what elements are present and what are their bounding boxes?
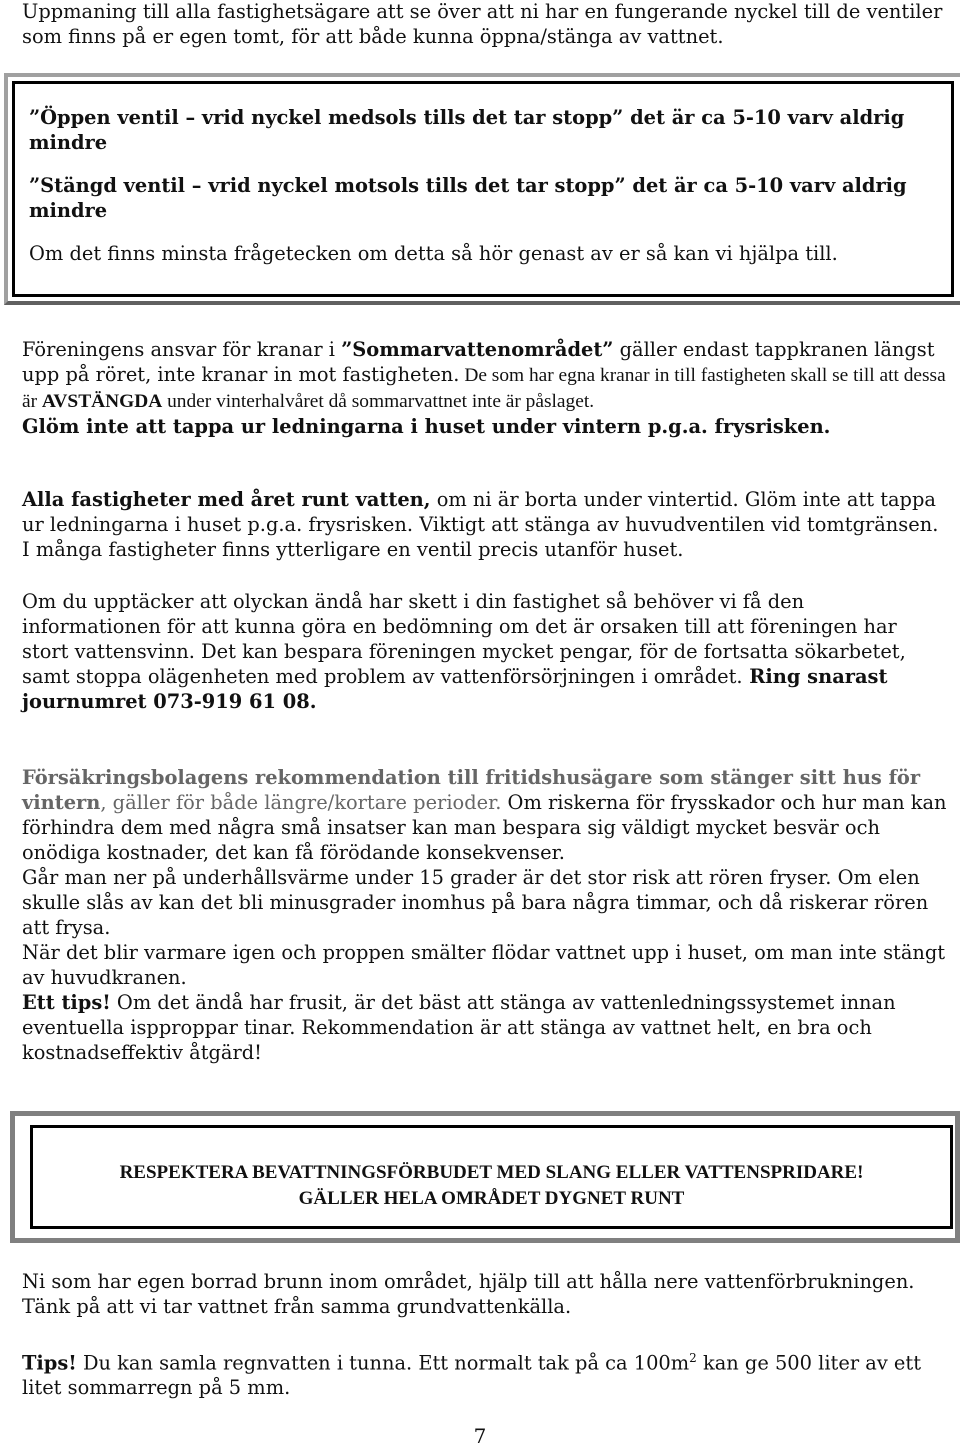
- insurance-paragraph-2: Går man ner på underhållsvärme under 15 grader är det stor risk att rören fryser. Om elen skulle slås av kan det bli minusgrader inomhus på bara några timmar, och då riskerar rören att frysa.: [22, 866, 929, 939]
- intro-paragraph: Uppmaning till alla fastighetsägare att se över att ni har en fungerande nyckel till de ventiler som finns på er egen tomt, för att både kunna öppna/stänga av vattnet.: [22, 0, 943, 48]
- open-valve-text: ”Öppen ventil – vrid nyckel medsols tills det tar stopp” det är ca 5-10 varv aldrig mindre: [29, 106, 905, 154]
- insurance-paragraph-3: När det blir varmare igen och proppen smälter flödar vattnet upp i huset, om man inte stängt av huvudkranen.: [22, 941, 946, 989]
- summer-warning: [22, 414, 947, 439]
- summer-water-paragraph: [22, 337, 947, 414]
- closed-valve-text: ”Stängd ventil – vrid nyckel motsols tills det tar stopp” det är ca 5-10 varv aldrig mindre: [29, 174, 907, 222]
- closed-valve-instruction: [29, 173, 937, 223]
- summer-warning-text: Glöm inte att tappa ur ledningarna i huset under vintern p.g.a. frysrisken.: [22, 415, 831, 438]
- accident-text: Om du upptäcker att olyckan ändå har skett i din fastighet så behöver vi få den informationen för att kunna göra en bedömning om det är orsaken till att föreningen har stort vattensvinn. Det kan bespara föreningen mycket pengar, för de fortsatta sökarbetet, samt stoppa olägenheten med problem av vattenförsörjningen i området.: [22, 590, 906, 688]
- page-number: 7: [473, 1424, 487, 1448]
- summer-text-1: Föreningens ansvar för kranar i: [22, 338, 342, 361]
- summer-area-name: ”Sommarvattenområdet”: [341, 338, 614, 361]
- intro-text: [22, 0, 947, 49]
- insurance-period-note: , gäller för både längre/kortare perioder.: [100, 791, 502, 814]
- irrigation-ban-frame: [10, 1111, 960, 1243]
- on-call-number: Ring snarast journumret 073-919 61 08.: [22, 665, 888, 713]
- insurance-heading: Försäkringsbolagens rekommendation till fritidshusägare som stänger sitt hus för vintern: [22, 766, 921, 814]
- well-paragraph: Ni som har egen borrad brunn inom området, hjälp till att hålla nere vattenförbrukningen. Tänk på att vi tar vattnet från samma grundvattenkälla.: [22, 1270, 915, 1318]
- yearround-section: [22, 487, 947, 562]
- rainwater-tip-paragraph: [22, 1346, 947, 1400]
- rainwater-tip-section: [22, 1346, 947, 1400]
- well-section: [22, 1269, 947, 1319]
- summer-closed-word: AVSTÄNGDA: [41, 391, 163, 412]
- insurance-paragraph-4: [22, 990, 947, 1065]
- tips-label: Tips!: [22, 1351, 77, 1375]
- insurance-section: [22, 765, 947, 1065]
- tips-text-1: Du kan samla regnvatten i tunna. Ett normalt tak på ca 100m: [76, 1351, 690, 1375]
- insurance-text-4: Om det ändå har frusit, är det bäst att stänga av vattenledningssystemet innan eventuella ispproppar tinar. Rekommendation är att stänga av vattnet helt, en bra och kostnadseffektiv åtgärd!: [22, 991, 896, 1064]
- summer-text-2: gäller endast tappkranen längst upp på röret, inte kranar in mot fastigheten.: [22, 338, 935, 386]
- accident-section: [22, 589, 947, 714]
- irrigation-ban-text-2: GÄLLER HELA OMRÅDET DYGNET RUNT: [298, 1188, 685, 1209]
- tips-text-2: kan ge 500 liter av ett litet sommarregn på 5 mm.: [22, 1351, 921, 1400]
- irrigation-ban-text-1: RESPEKTERA BEVATTNINGSFÖRBUDET MED SLANG ELLER VATTENSPRIDARE!: [119, 1162, 864, 1183]
- insurance-paragraph-1: [22, 765, 947, 865]
- question-note: Om det finns minsta frågetecken om detta så hör genast av er så kan vi hjälpa till.: [29, 242, 838, 265]
- open-valve-instruction: [29, 105, 937, 155]
- tip-label: Ett tips!: [22, 991, 111, 1014]
- yearround-text: om ni är borta under vintertid. Glöm inte att tappa ur ledningarna i huset p.g.a. frysrisken. Viktigt att stänga av huvudventilen vid tomtgränsen. I många fastigheter finns ytterligare en ventil precis utanför huset.: [22, 488, 939, 561]
- summer-water-section: [22, 337, 947, 439]
- irrigation-ban-box: [30, 1125, 953, 1229]
- accident-paragraph: [22, 589, 947, 714]
- irrigation-ban-line-1: [33, 1160, 950, 1186]
- valve-instructions-frame: [4, 73, 960, 305]
- square-superscript: 2: [689, 1351, 697, 1365]
- summer-text-4: under vinterhalvåret då sommarvattnet inte är påslaget.: [162, 391, 595, 412]
- yearround-paragraph: [22, 487, 947, 562]
- summer-text-3: De som har egna kranar in till fastigheten skall se till att dessa är: [22, 365, 946, 412]
- valve-instructions-box: [12, 81, 954, 297]
- irrigation-ban-line-2: [33, 1186, 950, 1212]
- insurance-text-1: Om riskerna för frysskador och hur man kan förhindra dem med några små insatser kan man bespara sig väldigt mycket besvär och onödiga kostnader, det kan få förödande konsekvenser.: [22, 791, 947, 864]
- yearround-heading: Alla fastigheter med året runt vatten,: [22, 488, 431, 511]
